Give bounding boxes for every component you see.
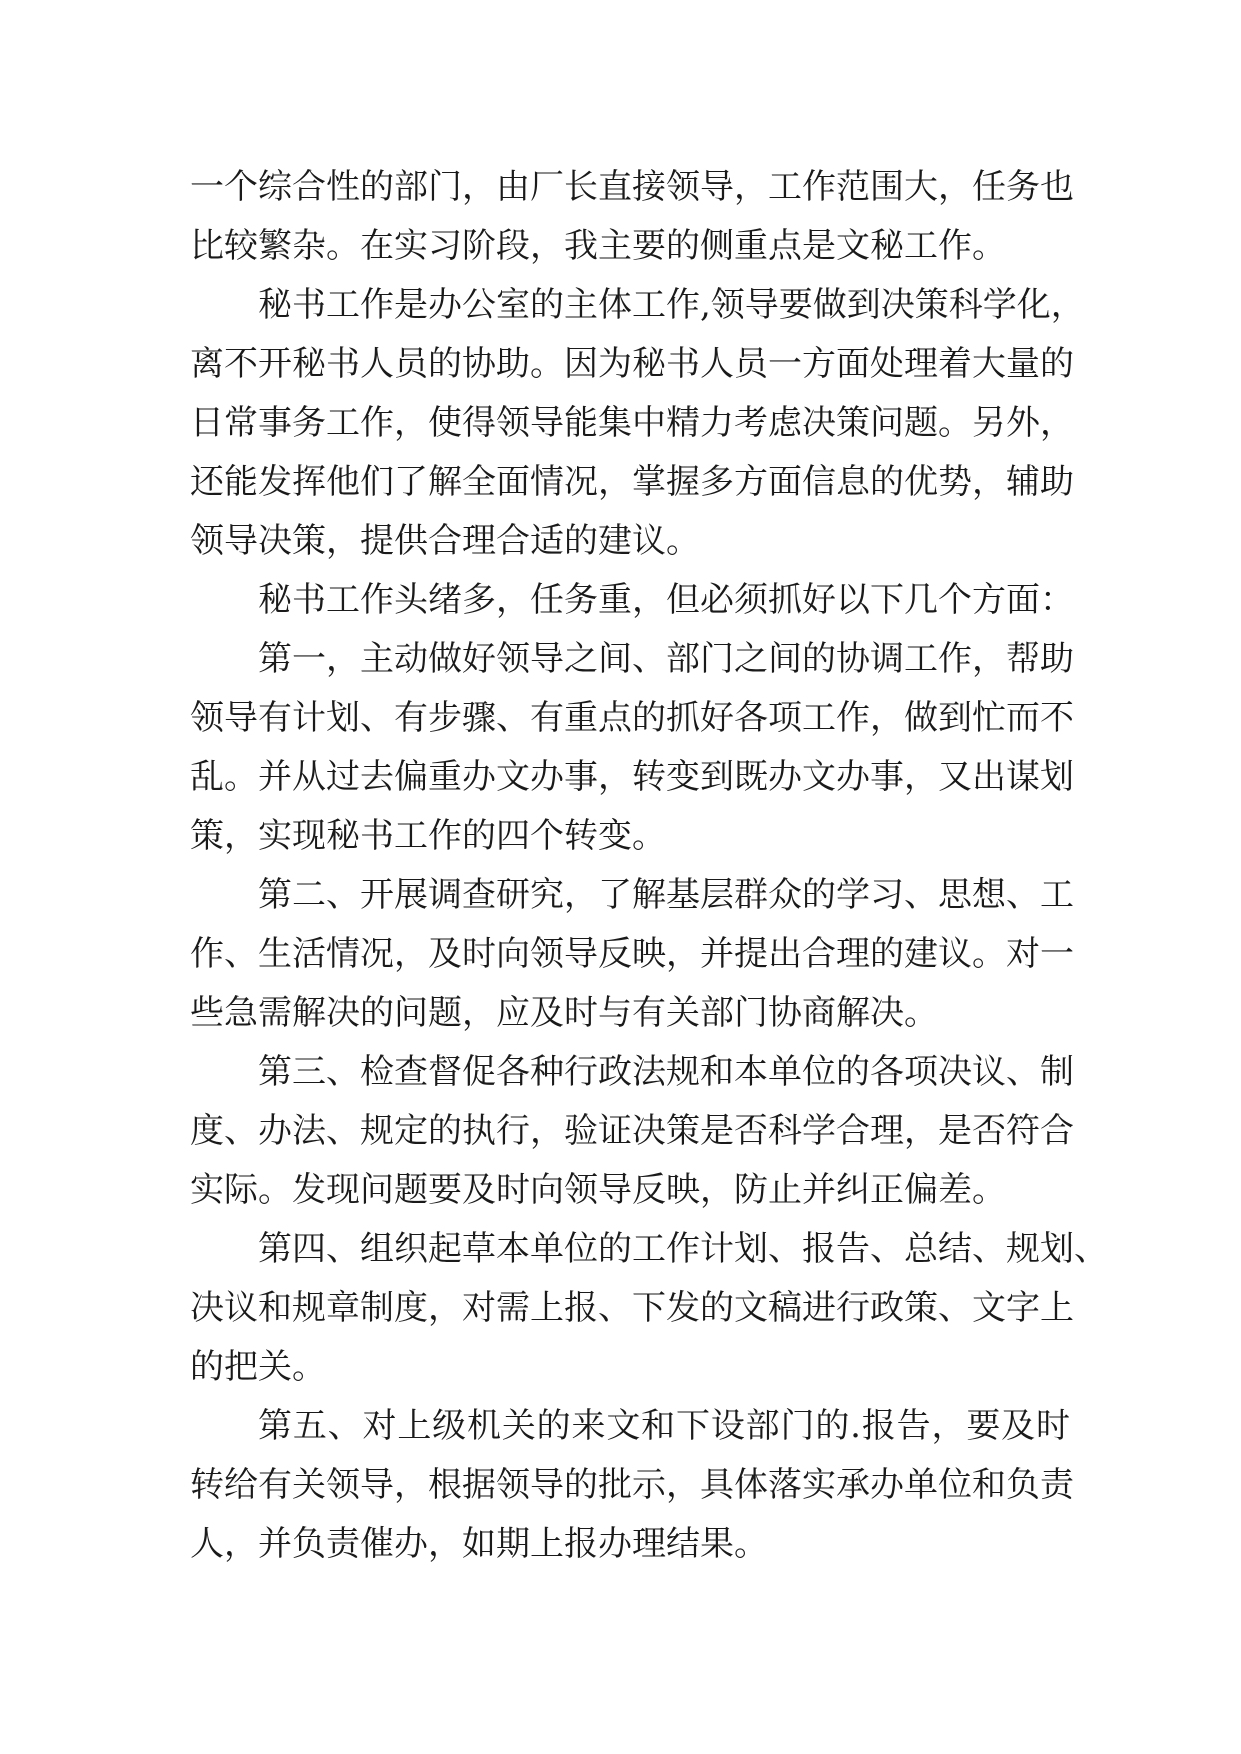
text-line: 还能发挥他们了解全面情况，掌握多方面信息的优势，辅助 — [190, 462, 1074, 502]
text-line: 转给有关领导，根据领导的批示，具体落实承办单位和负责 — [190, 1465, 1074, 1505]
text-line: 领导决策，提供合理合适的建议。 — [190, 521, 700, 561]
paragraph-first-line: 第二、开展调查研究，了解基层群众的学习、思想、工 — [258, 875, 1074, 915]
paragraph-first-line: 秘书工作头绪多，任务重，但必须抓好以下几个方面： — [258, 580, 1074, 620]
text-line: 些急需解决的问题，应及时与有关部门协商解决。 — [190, 993, 938, 1033]
text-line: 一个综合性的部门，由厂长直接领导，工作范围大，任务也 — [190, 167, 1074, 207]
paragraph-first-line: 第一，主动做好领导之间、部门之间的协调工作，帮助 — [258, 639, 1074, 679]
text-line: 策，实现秘书工作的四个转变。 — [190, 816, 666, 856]
document-body — [190, 158, 1108, 1574]
text-line: 领导有计划、有步骤、有重点的抓好各项工作，做到忙而不 — [190, 698, 1074, 738]
text-line: 实际。发现问题要及时向领导反映，防止并纠正偏差。 — [190, 1170, 1006, 1210]
text-line: 决议和规章制度，对需上报、下发的文稿进行政策、文字上 — [190, 1288, 1074, 1328]
paragraph-first-line: 第四、组织起草本单位的工作计划、报告、总结、规划、 — [258, 1229, 1108, 1269]
text-line: 人，并负责催办，如期上报办理结果。 — [190, 1524, 768, 1564]
text-line: 作、生活情况，及时向领导反映，并提出合理的建议。对一 — [190, 934, 1074, 974]
text-line: 离不开秘书人员的协助。因为秘书人员一方面处理着大量的 — [190, 344, 1074, 384]
text-line: 乱。并从过去偏重办文办事，转变到既办文办事，又出谋划 — [190, 757, 1074, 797]
text-line: 日常事务工作，使得领导能集中精力考虑决策问题。另外， — [190, 403, 1074, 443]
paragraph-first-line: 秘书工作是办公室的主体工作,领导要做到决策科学化， — [258, 285, 1085, 325]
paragraph-first-line: 第三、检查督促各种行政法规和本单位的各项决议、制 — [258, 1052, 1074, 1092]
text-line: 比较繁杂。在实习阶段，我主要的侧重点是文秘工作。 — [190, 226, 1006, 266]
paragraph-first-line: 第五、对上级机关的来文和下设部门的.报告，要及时 — [258, 1406, 1070, 1446]
text-line: 度、办法、规定的执行，验证决策是否科学合理，是否符合 — [190, 1111, 1074, 1151]
text-line: 的把关。 — [190, 1347, 326, 1387]
